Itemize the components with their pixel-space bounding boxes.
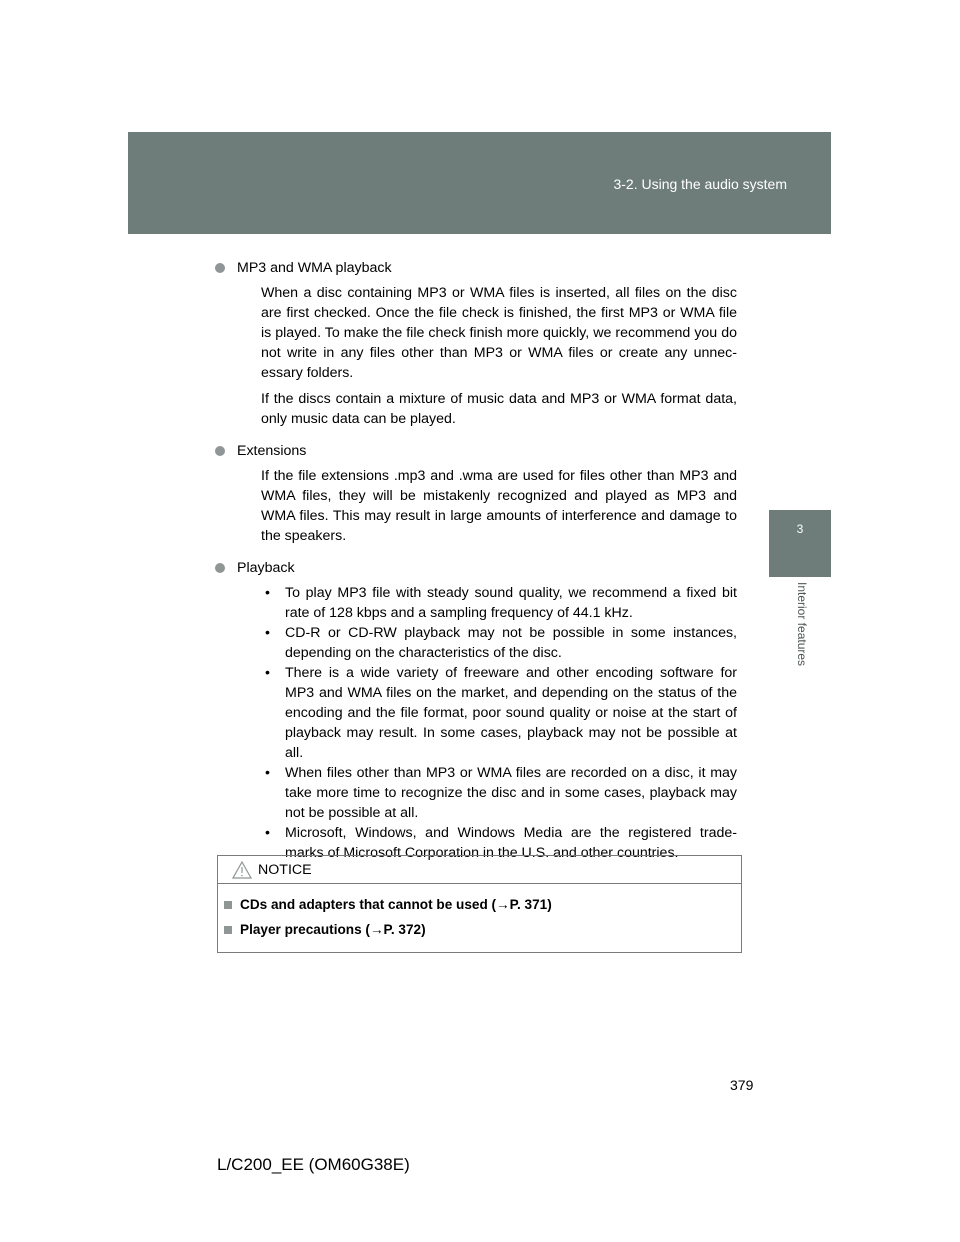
section-playback bbox=[237, 558, 737, 863]
section-extensions bbox=[237, 441, 737, 546]
notice-item-text: CDs and adapters that cannot be used (→P. 371) bbox=[240, 897, 552, 912]
bullet-circle-icon bbox=[215, 263, 225, 273]
warning-triangle-icon bbox=[232, 861, 252, 879]
item-heading bbox=[213, 441, 737, 461]
main-content bbox=[237, 258, 737, 875]
notice-title: NOTICE bbox=[258, 862, 312, 878]
bullet-circle-icon bbox=[215, 446, 225, 456]
list-item bbox=[261, 623, 737, 663]
heading-text: MP3 and WMA playback bbox=[237, 260, 392, 276]
chapter-number: 3 bbox=[796, 522, 804, 536]
bullet-circle-icon bbox=[215, 563, 225, 573]
chapter-label: Interior features bbox=[795, 582, 809, 667]
header-band bbox=[128, 132, 831, 234]
bullet-dot-icon: • bbox=[265, 625, 270, 641]
header-text-area bbox=[128, 132, 831, 234]
bullet-dot-icon: • bbox=[265, 825, 270, 841]
paragraph: If the discs contain a mixture of music data and MP3 or WMA format data, only music data can be played. bbox=[261, 391, 737, 427]
list-item bbox=[261, 663, 737, 763]
list-item bbox=[261, 763, 737, 823]
list-item-text: There is a wide variety of freeware and other encoding software for MP3 and WMA files on the market, and depending on the status of the encoding and the file format, poor sound quality or noise at the start of playback may result. In some cases, playback may not be possible at all. bbox=[285, 665, 737, 761]
notice-box bbox=[217, 855, 742, 953]
square-bullet-icon bbox=[224, 901, 232, 909]
page-number: 379 bbox=[730, 1077, 754, 1093]
notice-item bbox=[224, 922, 426, 937]
paragraph: When a disc containing MP3 or WMA files is inserted, all files on the disc are first checked. Once the file check is finished, the first MP3 or WMA file is played. To make the file check finish more quickly, we recommend you do not write in any files other than MP3 or WMA files or create any unnec-essary folders. bbox=[261, 285, 737, 381]
document-code: L/C200_EE (OM60G38E) bbox=[217, 1155, 410, 1174]
notice-header bbox=[218, 856, 741, 884]
notice-item bbox=[224, 897, 552, 912]
notice-item-text: Player precautions (→P. 372) bbox=[240, 922, 426, 937]
chapter-tab bbox=[769, 510, 831, 577]
list-item-text: When files other than MP3 or WMA files are recorded on a disc, it may take more time to recognize the disc and in some cases, playback may not be possible at all. bbox=[285, 765, 737, 821]
list-item-text: CD-R or CD-RW playback may not be possible in some instances, depending on the characteristics of the disc. bbox=[285, 625, 737, 661]
list-item bbox=[261, 583, 737, 623]
item-heading bbox=[213, 558, 737, 578]
list-item-text: To play MP3 file with steady sound quality, we recommend a fixed bit rate of 128 kbps and a sampling frequency of 44.1 kHz. bbox=[285, 585, 737, 621]
bullet-dot-icon: • bbox=[265, 665, 270, 681]
playback-notes-list bbox=[261, 583, 737, 863]
section-title: 3-2. Using the audio system bbox=[613, 176, 787, 192]
list-item-text: Microsoft, Windows, and Windows Media are the registered trade-marks of Microsoft Corporation in the U.S. and other countries. bbox=[285, 825, 737, 861]
section-mp3-wma-playback bbox=[237, 258, 737, 429]
heading-text: Playback bbox=[237, 560, 295, 576]
item-heading bbox=[213, 258, 737, 278]
heading-text: Extensions bbox=[237, 443, 307, 459]
bullet-dot-icon: • bbox=[265, 765, 270, 781]
bullet-dot-icon: • bbox=[265, 585, 270, 601]
paragraph: If the file extensions .mp3 and .wma are used for files other than MP3 and WMA files, they will be mistakenly recognized and played as MP3 and WMA files. This may result in large amounts of interference and damage to the speakers. bbox=[261, 468, 737, 544]
square-bullet-icon bbox=[224, 926, 232, 934]
